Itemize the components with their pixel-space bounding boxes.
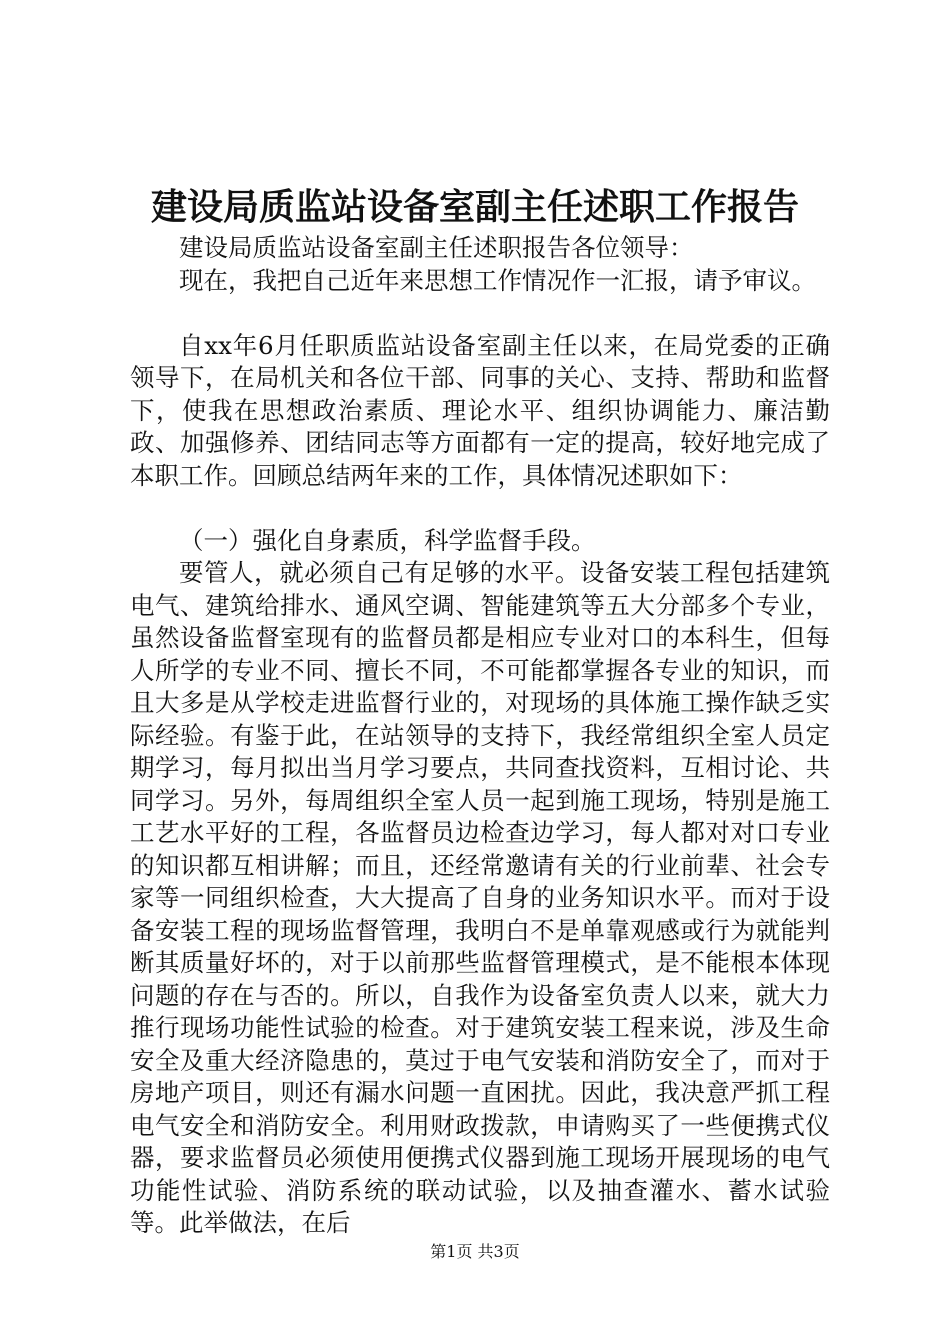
- paragraph-gap: [130, 492, 830, 525]
- document-title: 建设局质监站设备室副主任述职工作报告: [150, 186, 799, 228]
- intro-paragraph: 现在，我把自己近年来思想工作情况作一汇报，请予审议。: [179, 265, 816, 295]
- section-body-paragraph: 要管人，就必须自己有足够的水平。设备安装工程包括建筑电气、建筑给排水、通风空调、智能建筑等五大分部多个专业，虽然设备监督室现有的监督员都是相应专业对口的本科生，但每人所学的专业不同、擅长不同，不可能都掌握各专业的知识，而且大多是从学校走进监督行业的，对现场的具体施工操作缺乏实际经验。有鉴于此，在站领导的支持下，我经常组织全室人员定期学习，每月拟出当月学习要点，共同查找资料，互相讨论、共同学习。另外，每周组织全室人员一起到施工现场，特别是施工工艺水平好的工程，各监督员边检查边学习，每人都对对口专业的知识都互相讲解；而且，还经常邀请有关的行业前辈、社会专家等一同组织检查，大大提高了自身的业务知识水平。而对于设备安装工程的现场监督管理，我明白不是单靠观感或行为就能判断其质量好坏的，对于以前那些监督管理模式，是不能根本体现问题的存在与否的。所以，自我作为设备室负责人以来，就大力推行现场功能性试验的检查。对于建筑安装工程来说，涉及生命安全及重大经济隐患的，莫过于电气安装和消防安全了，而对于房地产项目，则还有漏水问题一直困扰。因此，我决意严抓工程电气安全和消防安全。利用财政拨款，申请购买了一些便携式仪器，要求监督员必须使用便携式仪器到施工现场开展现场的电气功能性试验、消防系统的联动试验，以及抽查灌水、蓄水试验等。此举做法，在后: [130, 558, 830, 1237]
- paragraph-gap: [130, 297, 830, 330]
- greeting-paragraph: 建设局质监站设备室副主任述职报告各位领导：: [179, 233, 694, 262]
- section-heading: （一）强化自身素质，科学监督手段。: [179, 525, 596, 555]
- page-number: 第1页 共3页: [430, 1242, 520, 1261]
- summary-paragraph: 自xx年6月任职质监站设备室副主任以来，在局党委的正确领导下，在局机关和各位干部、同事的关心、支持、帮助和监督下，使我在思想政治素质、理论水平、组织协调能力、廉洁勤政、加强修养、团结同志等方面都有一定的提高，较好地完成了本职工作。回顾总结两年来的工作，具体情况述职如下：: [130, 330, 830, 490]
- document-body: [130, 232, 830, 1240]
